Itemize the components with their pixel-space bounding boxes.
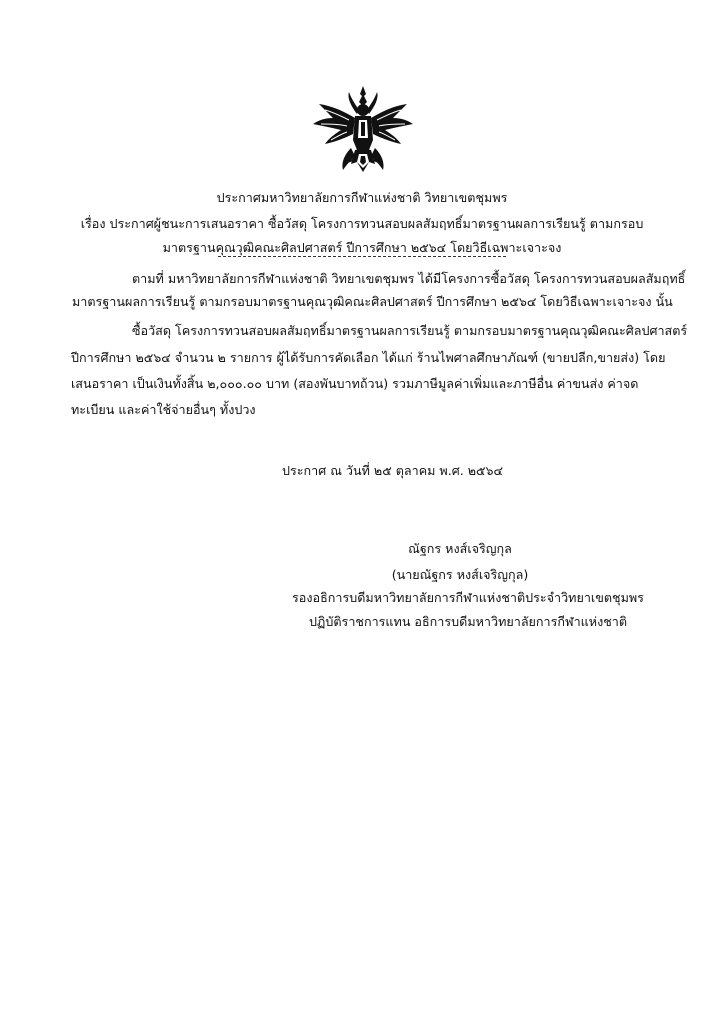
separator-line — [218, 256, 506, 257]
signatory-name-parenthesized: (นายณัฐกร หงส์เจริญกุล) — [391, 567, 529, 582]
paragraph-2-line-2: ปีการศึกษา ๒๕๖๔ จำนวน ๒ รายการ ผู้ได้รับการคัดเลือก ได้แก่ ร้านไพศาลศึกษาภัณฑ์ (ขายปลีก,ขายส่ง) โดย — [71, 350, 666, 365]
signatory-position: รองอธิการบดีมหาวิทยาลัยการกีฬาแห่งชาติประจำวิทยาเขตชุมพร — [292, 590, 644, 605]
paragraph-2-line-1: ซื้อวัสดุ โครงการทวนสอบผลสัมฤทธิ์มาตรฐานผลการเรียนรู้ ตามกรอบมาตรฐานคุณวุฒิคณะศิลปศาสตร์ — [132, 323, 688, 338]
garuda-emblem-icon — [311, 84, 415, 176]
paragraph-2-line-3: เสนอราคา เป็นเงินทั้งสิ้น ๒,๐๐๐.๐๐ บาท (สองพันบาทถ้วน) รวมภาษีมูลค่าเพิ่มและภาษีอื่น ค่าขนส่ง ค่าจด — [71, 376, 639, 391]
subject-line-2: มาตรฐานคุณวุฒิคณะศิลปศาสตร์ ปีการศึกษา ๒๕๖๔ โดยวิธีเฉพาะเจาะจง — [162, 240, 562, 255]
signatory-acting-position: ปฏิบัติราชการแทน อธิการบดีมหาวิทยาลัยการกีฬาแห่งชาติ — [308, 614, 628, 629]
paragraph-2-line-4: ทะเบียน และค่าใช้จ่ายอื่นๆ ทั้งปวง — [71, 402, 256, 417]
signatory-name: ณัฐกร หงส์เจริญกุล — [408, 541, 512, 556]
subject-line-1: เรื่อง ประกาศผู้ชนะการเสนอราคา ซื้อวัสดุ โครงการทวนสอบผลสัมฤทธิ์มาตรฐานผลการเรียนรู้ ตามกรอบ — [80, 216, 644, 231]
org-title: ประกาศมหาวิทยาลัยการกีฬาแห่งชาติ วิทยาเขตชุมพร — [216, 190, 508, 205]
announcement-date: ประกาศ ณ วันที่ ๒๕ ตุลาคม พ.ศ. ๒๕๖๔ — [282, 463, 504, 478]
paragraph-1-line-1: ตามที่ มหาวิทยาลัยการกีฬาแห่งชาติ วิทยาเขตชุมพร ได้มีโครงการซื้อวัสดุ โครงการทวนสอบผลสัมฤทธิ์ — [132, 271, 686, 286]
paragraph-1-line-2: มาตรฐานผลการเรียนรู้ ตามกรอบมาตรฐานคุณวุฒิคณะศิลปศาสตร์ ปีการศึกษา ๒๕๖๔ โดยวิธีเฉพาะเจาะจง นั้น — [72, 294, 673, 309]
